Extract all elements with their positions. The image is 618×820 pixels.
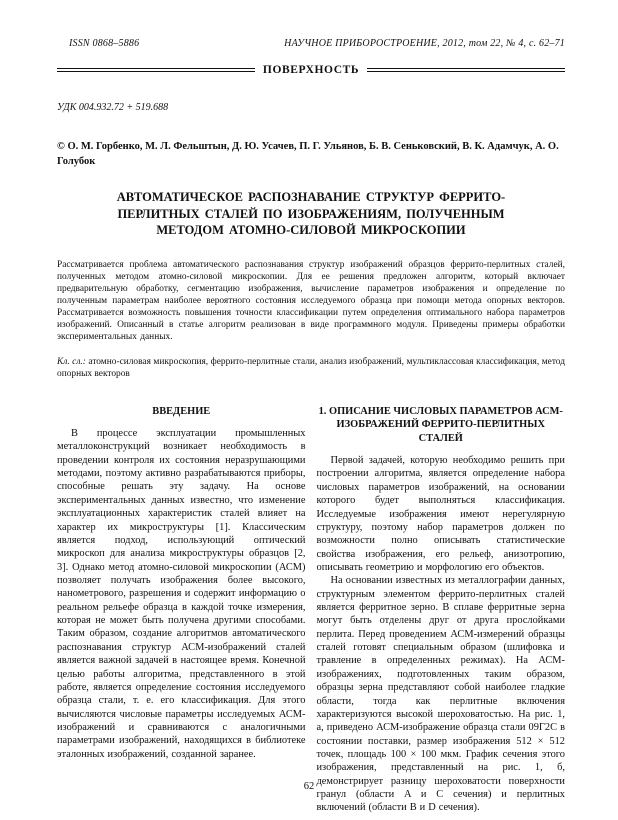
issn-label: ISSN 0868–5886: [69, 38, 140, 49]
banner-title: ПОВЕРХНОСТЬ: [262, 64, 360, 76]
two-column-body: [57, 405, 565, 815]
udc-code: УДК 004.932.72 + 519.688: [57, 102, 169, 113]
intro-heading: ВВЕДЕНИЕ: [152, 405, 211, 417]
keywords-label: Кл. сл.:: [57, 357, 86, 368]
abstract-text: Рассматривается проблема автоматического распознавания структур изображений образцов феррито-перлитных сталей, полученных методом атомно-силовой микроскопии. Для ее решения предложен алгоритм, который включает предварительную обработку, сегментацию изображения, вычисление параметров изображения и определение по полученным параметрам наиболее вероятного состояния исследуемого образца при помощи метода опорных векторов. Рассматривается возможность повышения точности классификации путем определения оптимального набора параметров изображений. Описанный в статье алгоритм реализован в виде программного модуля. Приведены примеры обработки экспериментальных данных.: [57, 259, 565, 343]
authors-line: © О. М. Горбенко, М. Л. Фельштын, Д. Ю. Усачев, П. Г. Ульянов, Б. В. Сеньковский, В. К. Адамчук, А. О. Голубок: [57, 141, 559, 167]
section1-paragraph-2: На основании известных из металлографии данных, структурным элементом феррито-перлитных сталей является ферритное зерно. В сплаве ферритные зерна могут быть отделены друг от друга прослойками перлита. Перед проведением АСМ-измерений образцы сталей готовят специальным образом (шлифовка и травление в определенных режимах). На АСМ-изображениях, подготовленных таким образом, образцы зерна представляют собой наиболее гладкие области, тогда как перлитные включения характеризуются высокой шероховатостью. На рис. 1, а, приведено АСМ-изображение образца стали 09Г2С в состоянии поставки, размер изображения 512 × 512 точек, площадь 100 × 100 мкм. График сечения этого изображения, представленный на рис. 1, б, демонстрирует разницу шероховатости поверхности гранул (области A и C сечения) и перлитных включений (области B и D сечения).: [316, 575, 565, 814]
banner-rule-left: [57, 68, 255, 72]
section1-heading: 1. ОПИСАНИЕ ЧИСЛОВЫХ ПАРАМЕТРОВ АСМ-ИЗОБРАЖЕНИЙ ФЕРРИТО-ПЕРЛИТНЫХ СТАЛЕЙ: [318, 405, 563, 444]
right-column: [317, 405, 566, 815]
banner-rule-right: [367, 68, 565, 72]
left-column: [57, 405, 306, 815]
page-number: 62: [303, 781, 315, 792]
journal-reference: НАУЧНОЕ ПРИБОРОСТРОЕНИЕ, 2012, том 22, № 4, c. 62–71: [284, 38, 565, 49]
journal-banner: [57, 64, 565, 76]
intro-paragraph: В процессе эксплуатации промышленных металлоконструкций возникает необходимость в проведении контроля их состояния неразрушающими методами, поэтому активно разрабатываются приборы, способные решать эту задачу. На основе экспериментальных данных известно, что изменение эксплуатационных характеристик сталей влияет на характер их микроструктуры [1]. Классическим является подход, использующий оптический микроскоп для анализа микроструктуры образцов [2, 3]. Однако метод атомно-силовой микроскопии (АСМ) позволяет получать изображения более высокого, нанометрового, разрешения и содержит информацию о реальном рельефе образца в каждой точке измерения, которая не может быть получена другими способами. Таким образом, создание алгоритмов автоматического распознавания структур АСМ-изображений сталей является важной задачей в настоящее время. Конечной целью работы алгоритма, представленного в этой работе, является определение состояния исследуемого образца стали, т. е. его классификация. Для этого вычисляются числовые параметры исследуемых АСМ-изображений и сравниваются с аналогичными параметрами изображений, находящихся в библиотеке эталонных изображений, созданной заранее.: [57, 428, 306, 760]
article-title: АВТОМАТИЧЕСКОЕ РАСПОЗНАВАНИЕ СТРУКТУР ФЕРРИТО-ПЕРЛИТНЫХ СТАЛЕЙ ПО ИЗОБРАЖЕНИЯМ, ПОЛУЧЕННЫМ МЕТОДОМ АТОМНО-СИЛОВОЙ МИКРОСКОПИИ: [116, 190, 506, 238]
running-head: [57, 38, 565, 49]
section1-paragraph-1: Первой задачей, которую необходимо решить при построении алгоритма, является определение набора числовых параметров изображений, на основании которого будет выполняться классификация. Исследуемые изображения имеют нерегулярную структуру, поэтому набор параметров должен по возможности полно описывать статистические свойства изображения, его рельеф, анизотропию, описывать геометрию и морфологию его объектов.: [316, 455, 565, 573]
keywords-text: атомно-силовая микроскопия, феррито-перлитные стали, анализ изображений, мультиклассовая классификация, метод опорных векторов: [57, 357, 565, 380]
keywords-line: [57, 356, 565, 380]
